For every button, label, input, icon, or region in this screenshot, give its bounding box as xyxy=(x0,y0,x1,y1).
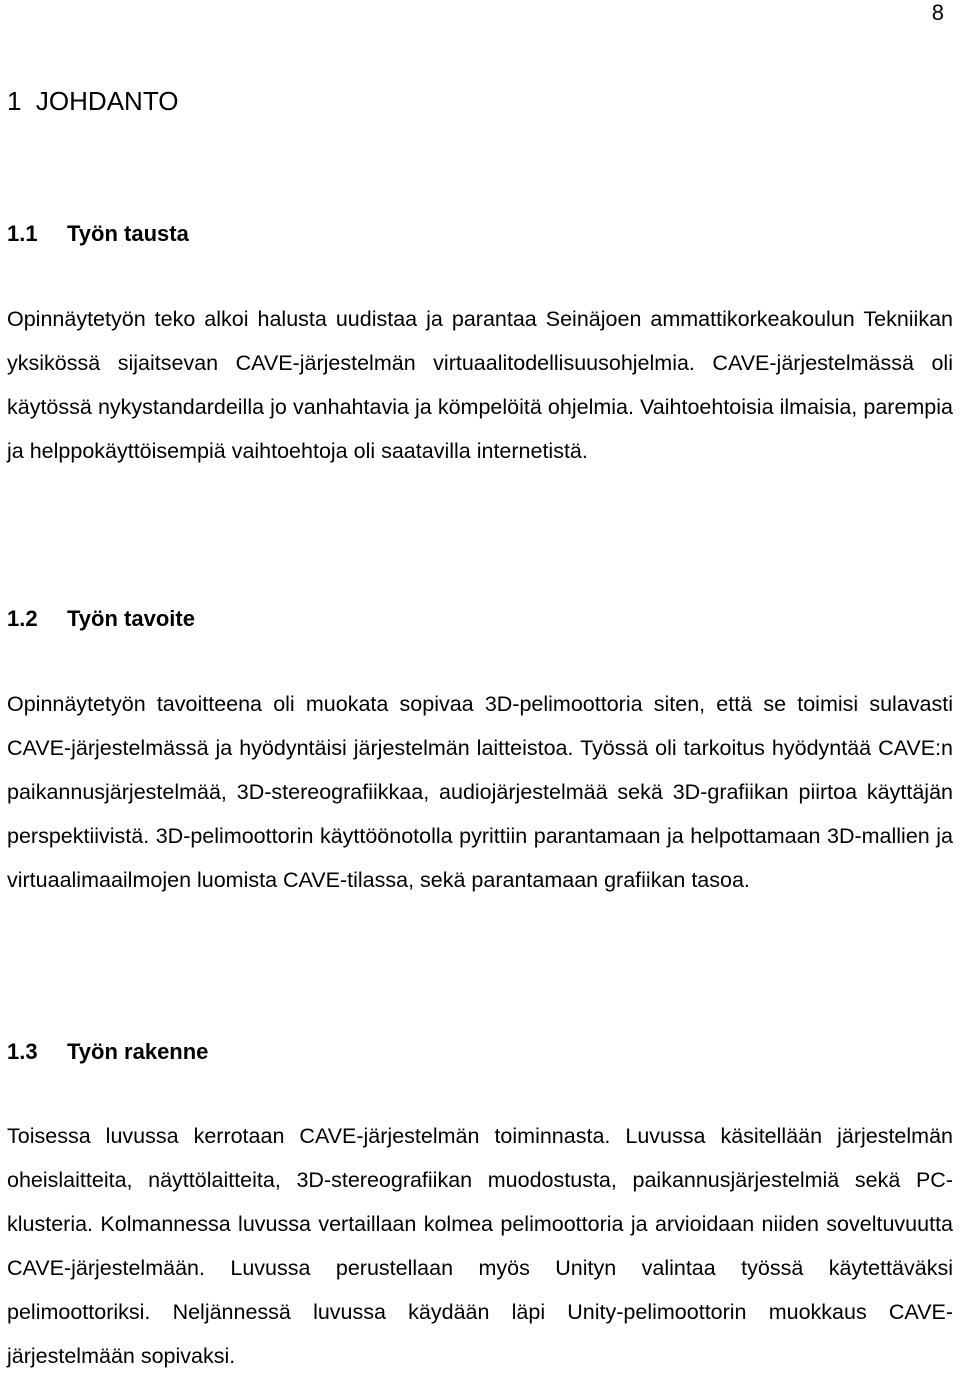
section-paragraph-rakenne: Toisessa luvussa kerrotaan CAVE-järjestelmän toiminnasta. Luvussa käsitellään järjestelmän oheislaitteita, näyttölaitteita, 3D-stereografiikan muodostusta, paikannusjärjestelmiä sekä PC-klusteria. Kolmannessa luvussa vertaillaan kolmea pelimoottoria ja arvioidaan niiden soveltuvuutta CAVE-järjestelmään. Luvussa perustellaan myös Unityn valintaa työssä käytettäväksi pelimoottoriksi. Neljännessä luvussa käydään läpi Unity-pelimoottorin muokkaus CAVE-järjestelmään sopivaksi. xyxy=(7,1124,953,1368)
page-number: 8 xyxy=(931,0,944,25)
section-number: 1.1 xyxy=(7,221,38,246)
section-title: Työn rakenne xyxy=(67,1039,209,1064)
section-paragraph-tausta: Opinnäytetyön teko alkoi halusta uudistaa ja parantaa Seinäjoen ammattikorkeakoulun Tekniikan yksikössä sijaitsevan CAVE-järjestelmän virtuaalitodellisuusohjelmia. CAVE-järjestelmässä oli käytössä nykystandardeilla jo vanhahtavia ja kömpelöitä ohjelmia. Vaihtoehtoisia ilmaisia, parempia ja helppokäyttöisempiä vaihtoehtoja oli saatavilla internetistä. xyxy=(7,307,953,463)
chapter-number: 1 xyxy=(7,86,22,116)
section-title: Työn tausta xyxy=(67,221,189,246)
section-number: 1.3 xyxy=(7,1039,38,1064)
chapter-title-text: JOHDANTO xyxy=(35,86,179,116)
section-title: Työn tavoite xyxy=(67,606,195,631)
section-heading-rakenne xyxy=(7,1041,208,1063)
section-number: 1.2 xyxy=(7,606,38,631)
chapter-title xyxy=(7,88,178,114)
section-heading-tavoite xyxy=(7,608,195,630)
section-paragraph-tavoite: Opinnäytetyön tavoitteena oli muokata sopivaa 3D-pelimoottoria siten, että se toimisi sulavasti CAVE-järjestelmässä ja hyödyntäisi järjestelmän laitteistoa. Työssä oli tarkoitus hyödyntää CAVE:n paikannusjärjestelmää, 3D-stereografiikkaa, audiojärjestelmää sekä 3D-grafiikan piirtoa käyttäjän perspektiivistä. 3D-pelimoottorin käyttöönotolla pyrittiin parantamaan ja helpottamaan 3D-mallien ja virtuaalimaailmojen luomista CAVE-tilassa, sekä parantamaan grafiikan tasoa. xyxy=(7,692,953,892)
section-heading-tausta xyxy=(7,223,189,245)
